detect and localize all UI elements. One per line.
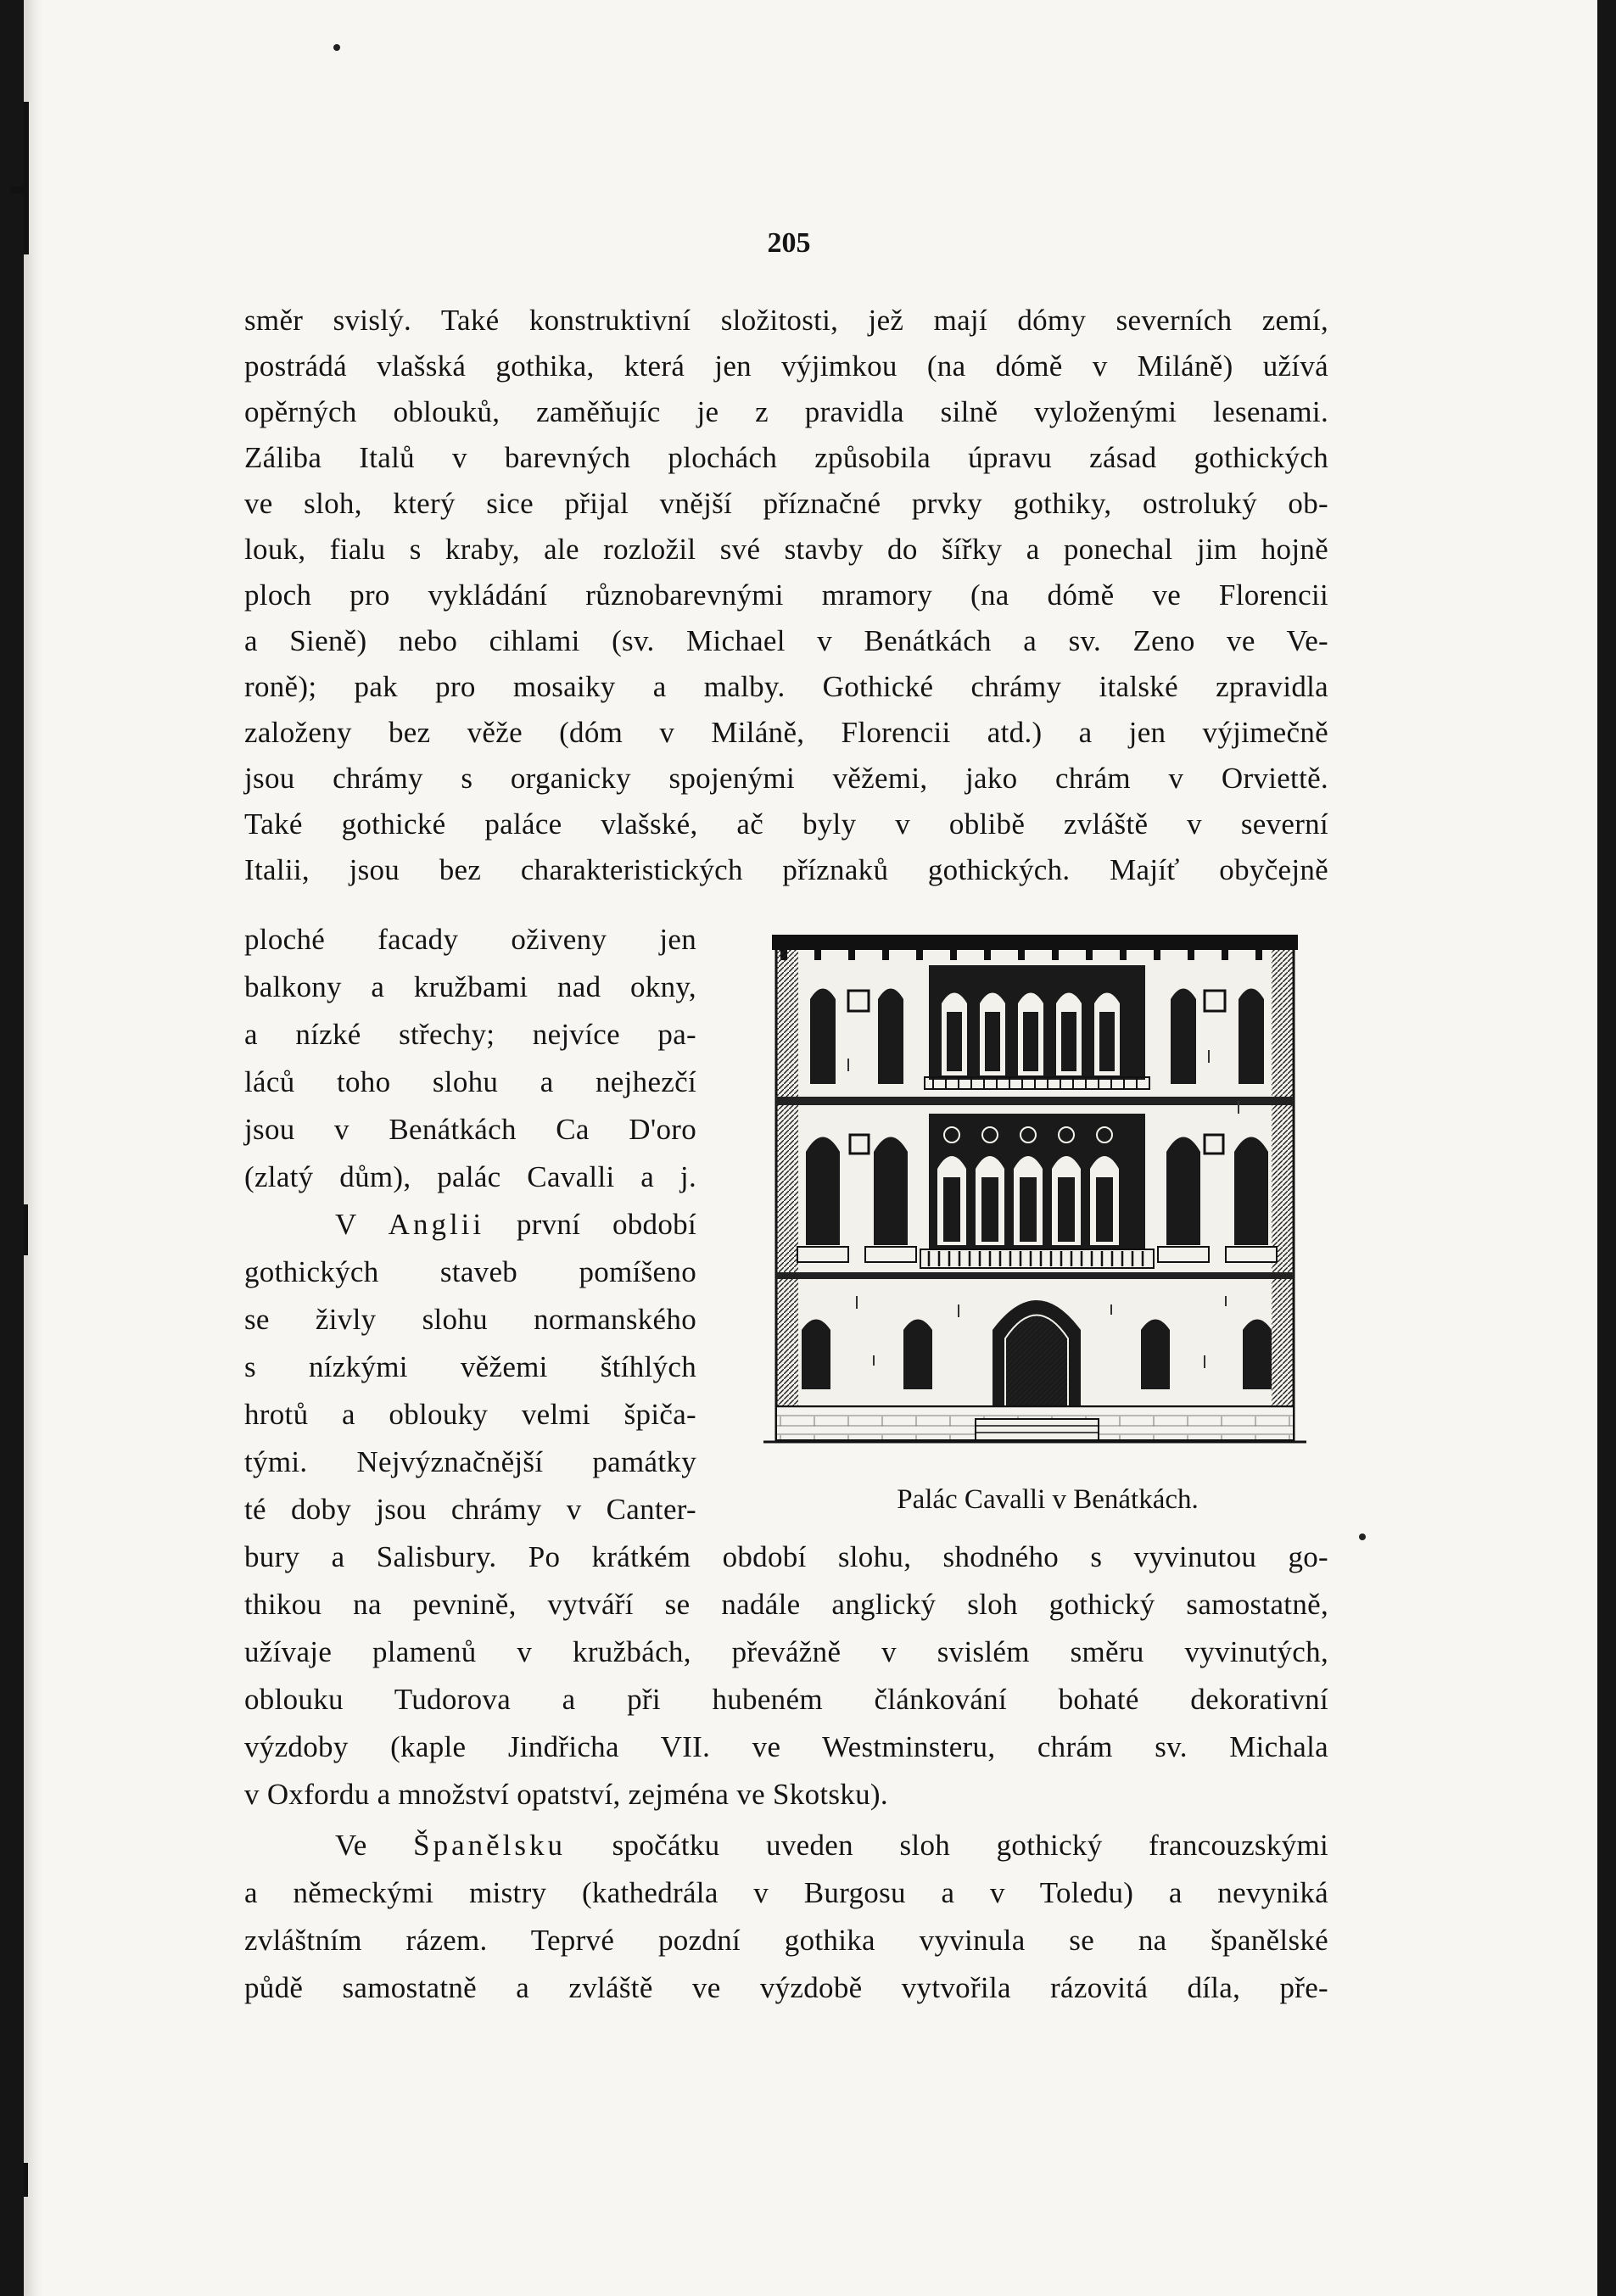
- palace-illustration: [763, 931, 1306, 1466]
- text-line: tými. Nejvýznačnější památky: [244, 1445, 696, 1478]
- text-line: jsou chrámy s organicky spojenými věžemi, jako chrám v Orviettě.: [244, 762, 1328, 795]
- text-line: a Sieně) nebo cihlami (sv. Michael v Benátkách a sv. Zeno ve Ve-: [244, 624, 1328, 657]
- text-line: Ve Španělsku spočátku uveden sloh gothický francouzskými: [335, 1829, 1328, 1862]
- text-line: opěrných oblouků, zaměňujíc je z pravidla silně vyloženými lesenami.: [244, 395, 1328, 428]
- text-line: se živly slohu normanského: [244, 1303, 696, 1336]
- text-line: Italii, jsou bez charakteristických příznaků gothických. Majíť obyčejně: [244, 853, 1328, 886]
- text-line: s nízkými věžemi štíhlých: [244, 1350, 696, 1383]
- text-line: gothických staveb pomíšeno: [244, 1255, 696, 1288]
- text-line: balkony a kružbami nad okny,: [244, 970, 696, 1003]
- page-number: 205: [767, 227, 811, 259]
- text-line: louk, fialu s kraby, ale rozložil své stavby do šířky a ponechal jim hojně: [244, 533, 1328, 566]
- edge-mark: [24, 102, 29, 254]
- text-line: výzdoby (kaple Jindřicha VII. ve Westminsteru, chrám sv. Michala: [244, 1730, 1328, 1763]
- edge-mark: [24, 2163, 28, 2197]
- text-line: a německými mistry (kathedrála v Burgosu a v Toledu) a nevyniká: [244, 1876, 1328, 1909]
- text-line: půdě samostatně a zvláště ve výzdobě vytvořila rázovitá díla, pře-: [244, 1971, 1328, 2004]
- figure-caption: Palác Cavalli v Benátkách.: [897, 1484, 1199, 1515]
- speck: [333, 44, 340, 51]
- text-line: a nízké střechy; nejvíce pa-: [244, 1018, 696, 1051]
- text-line: thikou na pevnině, vytváří se nadále anglický sloh gothický samostatně,: [244, 1588, 1328, 1621]
- text-line: ve sloh, který sice přijal vnější příznačné prvky gothiky, ostroluký ob-: [244, 487, 1328, 520]
- text-line: (zlatý dům), palác Cavalli a j.: [244, 1160, 696, 1193]
- text-line: té doby jsou chrámy v Canter-: [244, 1493, 696, 1526]
- text-line: postrádá vlašská gothika, která jen výjimkou (na dómě v Miláně) užívá: [244, 349, 1328, 383]
- text-line: zvláštním rázem. Teprvé pozdní gothika vyvinula se na španělské: [244, 1924, 1328, 1957]
- edge-mark: [10, 187, 27, 193]
- text-line: Také gothické paláce vlašské, ač byly v oblibě zvláště v severní: [244, 807, 1328, 841]
- spaced-country-name: Anglii: [388, 1208, 485, 1241]
- text-line: roně); pak pro mosaiky a malby. Gothické chrámy italské zpravidla: [244, 670, 1328, 703]
- text-line: hrotů a oblouky velmi špiča-: [244, 1398, 696, 1431]
- text-line: založeny bez věže (dóm v Miláně, Florencii atd.) a jen výjimečně: [244, 716, 1328, 749]
- text-line: v Oxfordu a množství opatství, zejména ve Skotsku).: [244, 1778, 888, 1811]
- text-line: Záliba Italů v barevných plochách způsobila úpravu zásad gothických: [244, 441, 1328, 474]
- text-line: směr svislý. Také konstruktivní složitosti, jež mají dómy severních zemí,: [244, 304, 1328, 337]
- text-line: V Anglii první období: [335, 1208, 696, 1241]
- text-line: jsou v Benátkách Ca D'oro: [244, 1113, 696, 1146]
- spaced-country-name: Španělsku: [413, 1829, 567, 1862]
- text-line: ploch pro vykládání různobarevnými mramory (na dómě ve Florencii: [244, 578, 1328, 612]
- page-spine-shadow: [24, 0, 42, 2296]
- text-line: bury a Salisbury. Po krátkém období slohu, shodného s vyvinutou go-: [244, 1540, 1328, 1573]
- speck: [1359, 1533, 1366, 1540]
- text-line: ploché facady oživeny jen: [244, 923, 696, 956]
- text-line: láců toho slohu a nejhezčí: [244, 1065, 696, 1098]
- text-line: oblouku Tudorova a při hubeném článkování bohaté dekorativní: [244, 1683, 1328, 1716]
- text-line: užívaje plamenů v kružbách, převážně v svislém směru vyvinutých,: [244, 1635, 1328, 1668]
- edge-mark: [24, 1204, 28, 1255]
